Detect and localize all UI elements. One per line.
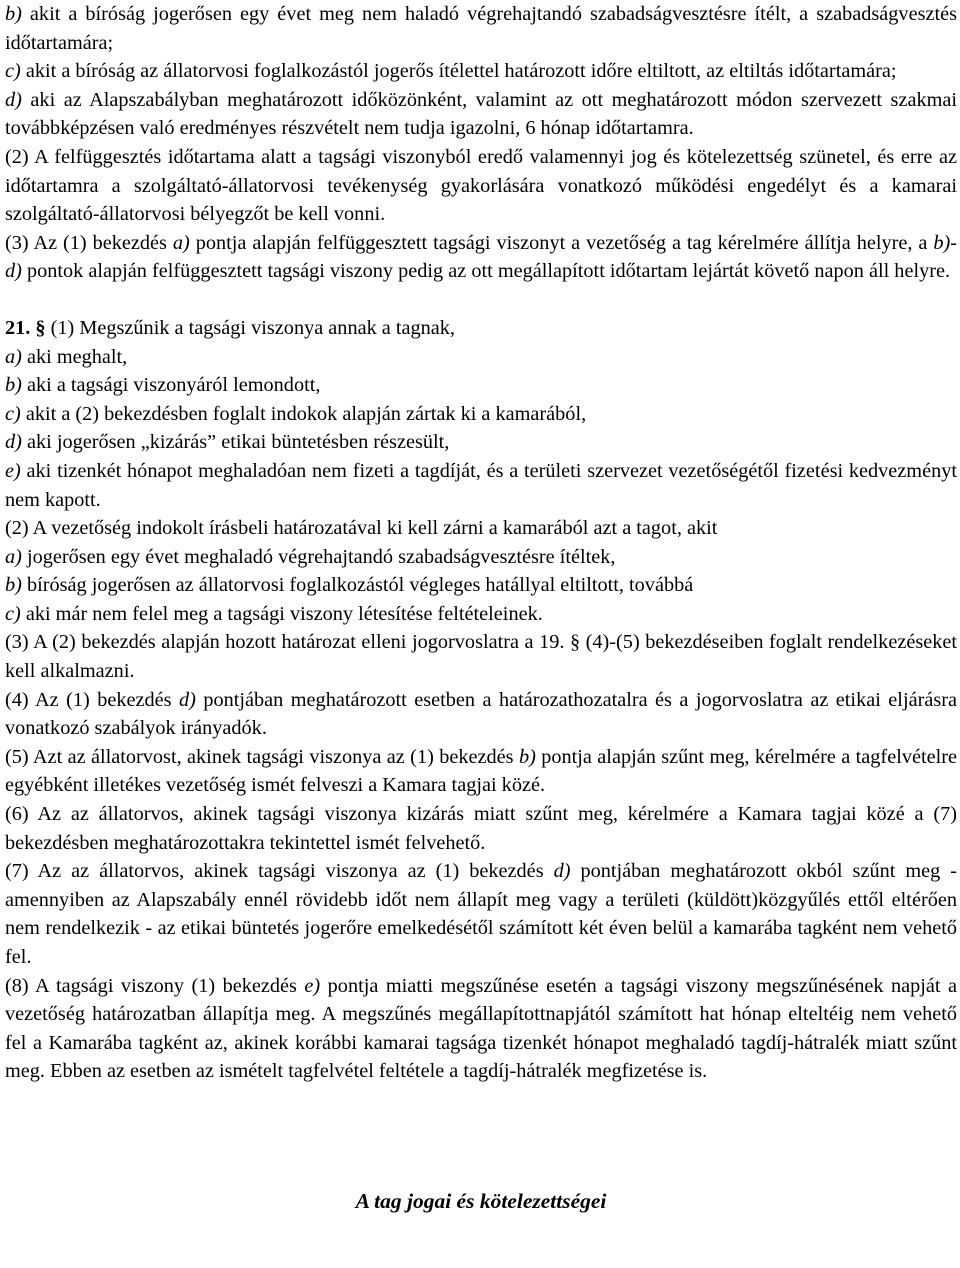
text-run: akit a bíróság jogerősen egy évet meg nem haladó végrehajtandó szabadságvesztésre ítélt, a szabadságvesztés időtartamára; (5, 3, 957, 54)
text-run: akit a bíróság az állatorvosi foglalkozástól jogerős ítélettel határozott időre eltiltott, az eltiltás időtartamára; (20, 60, 897, 83)
text-run: (2) A felfüggesztés időtartama alatt a tagsági viszonyból eredő valamennyi jog és kötelezettség szünetel, és erre az időtartamra a szolgáltató-állatorvosi tevékenység gyakorlására vonatkozó működési engedélyt és a kamarai szolgáltató-állatorvosi bélyegzőt be kell vonni. (5, 145, 957, 226)
text-run: (6) Az az állatorvos, akinek tagsági viszonya kizárás miatt szűnt meg, kérelmére a Kamara tagjai közé a (7) bekezdésben meghatározottakra tekintettel ismét felvehető. (5, 803, 957, 854)
point-marker: b) (5, 374, 22, 397)
text-run: aki meghalt, (21, 345, 128, 368)
text-run: bíróság jogerősen az állatorvosi foglalkozástól végleges hatállyal eltiltott, továbbá (21, 574, 694, 597)
paragraph-l1 (5, 0, 957, 57)
text-run: pontja miatti megszűnése esetén a tagsági viszony megszűnésének napját a vezetőség határozatban állapítja meg. A megszűnés megállapítottnapjától számított hat hónap elteltéig nem vehető fel a Kamarába tagként az, akinek korábbi kamarai tagsága tizenkét hónapot meghaladó tagdíj-hátralék miatt szűnt meg. Ebben az esetben az ismételt tagfelvétel feltétele a tagdíj-hátralék megfizetése is. (5, 974, 957, 1083)
text-run: aki a tagsági viszonyáról lemondott, (21, 374, 321, 397)
paragraph-l5 (5, 229, 957, 286)
paragraph-l2 (5, 57, 957, 86)
text-run: pontjában meghatározott esetben a határozathozatalra és a jogorvoslatra az etikai eljárásra vonatkozó szabályok irányadók. (5, 688, 957, 740)
section-number: 21. § (5, 316, 46, 339)
text-run: (1) Megszűnik a tagsági viszonya annak a tagnak, (45, 316, 456, 339)
point-marker: a) (5, 545, 22, 568)
text-run: aki jogerősen „kizárás” etikai büntetésben részesült, (21, 431, 450, 454)
document-page (5, 0, 957, 1215)
section-heading: A tag jogai és kötelezettségei (355, 1188, 607, 1213)
text-run: (4) Az (1) bekezdés (5, 688, 179, 711)
text-run: jogerősen egy évet meghaladó végrehajtandó szabadságvesztésre ítéltek, (21, 545, 616, 568)
text-run: aki az Alapszabályban meghatározott időközönként, valamint az ott meghatározott módon szervezett szakmai továbbképzésen való eredményes részvételt nem tudja igazolni, 6 hónap időtartamra. (5, 88, 957, 140)
paragraph-l19 (5, 800, 957, 857)
point-marker: c) (5, 602, 21, 625)
paragraph-l9 (5, 400, 957, 429)
text-run: pontja alapján felfüggesztett tagsági viszonyt a vezetőség a tag kérelmére állítja helyre, a (189, 231, 934, 254)
paragraph-l17 (5, 686, 957, 743)
text-run: aki már nem felel meg a tagsági viszony létesítése feltételeinek. (20, 602, 543, 625)
paragraph-l4 (5, 143, 957, 229)
point-marker: e) (304, 974, 321, 997)
text-run: aki tizenkét hónapot meghaladóan nem fizeti a tagdíját, és a területi szervezet vezetőségétől fizetési kedvezményt nem kapott. (5, 459, 957, 511)
point-marker: a) (5, 345, 22, 368)
text-run: (3) Az (1) bekezdés (5, 231, 173, 254)
text-run: (3) A (2) bekezdés alapján hozott határozat elleni jogorvoslatra a 19. § (4)-(5) bekezdéseiben foglalt rendelkezéseket kell alkalmazni. (5, 631, 957, 683)
point-marker: e) (5, 459, 21, 482)
point-marker: c) (5, 60, 21, 83)
text-run: pontjában meghatározott okból szűnt meg - amennyiben az Alapszabály ennél rövidebb időt nem állapít meg vagy a területi (küldött)közgyűlés ettől eltérően nem rendelkezik - az etikai büntetés jogerőre emelkedésétől számított két éven belül a kamarába tagként nem vehető fel. (5, 860, 957, 968)
paragraph-l13 (5, 543, 957, 572)
paragraph-l12 (5, 514, 957, 543)
point-marker: d) (5, 431, 22, 454)
paragraph-l15 (5, 600, 957, 629)
paragraph-l3 (5, 86, 957, 143)
text-run: (2) A vezetőség indokolt írásbeli határozatával ki kell zárni a kamarából azt a tagot, akit (5, 517, 718, 540)
paragraph-l14 (5, 571, 957, 600)
text-run: (7) Az az állatorvos, akinek tagsági viszonya az (1) bekezdés (5, 860, 554, 883)
paragraph-l7 (5, 343, 957, 372)
paragraph-l11 (5, 457, 957, 514)
paragraph-l18 (5, 743, 957, 800)
document-body (5, 0, 957, 1086)
text-run: akit a (2) bekezdésben foglalt indokok alapján zártak ki a kamarából, (20, 402, 587, 425)
text-run: pontja alapján szűnt meg, kérelmére a tagfelvételre egyébként illetékes vezetőség ismét felveszi a Kamara tagjai közé. (5, 745, 957, 797)
point-marker: d) (553, 860, 571, 883)
paragraph-l16 (5, 628, 957, 685)
point-marker: b) (518, 745, 536, 768)
point-marker: b)-d) (5, 231, 957, 283)
paragraph-l6 (5, 314, 957, 343)
point-marker: d) (5, 88, 22, 111)
point-marker: d) (178, 688, 196, 711)
point-marker: c) (5, 402, 21, 425)
text-run: (8) A tagsági viszony (1) bekezdés (5, 974, 305, 997)
point-marker: b) (5, 574, 22, 597)
text-run: pontok alapján felfüggesztett tagsági viszony pedig az ott megállapított időtartam lejártát követő napon áll helyre. (21, 260, 951, 283)
paragraph-l21 (5, 972, 957, 1086)
paragraph-l8 (5, 371, 957, 400)
point-marker: a) (172, 231, 190, 254)
paragraph-l20 (5, 857, 957, 971)
paragraph-l10 (5, 428, 957, 457)
point-marker: b) (5, 3, 22, 25)
text-run: (5) Azt az állatorvost, akinek tagsági viszonya az (1) bekezdés (5, 745, 519, 768)
